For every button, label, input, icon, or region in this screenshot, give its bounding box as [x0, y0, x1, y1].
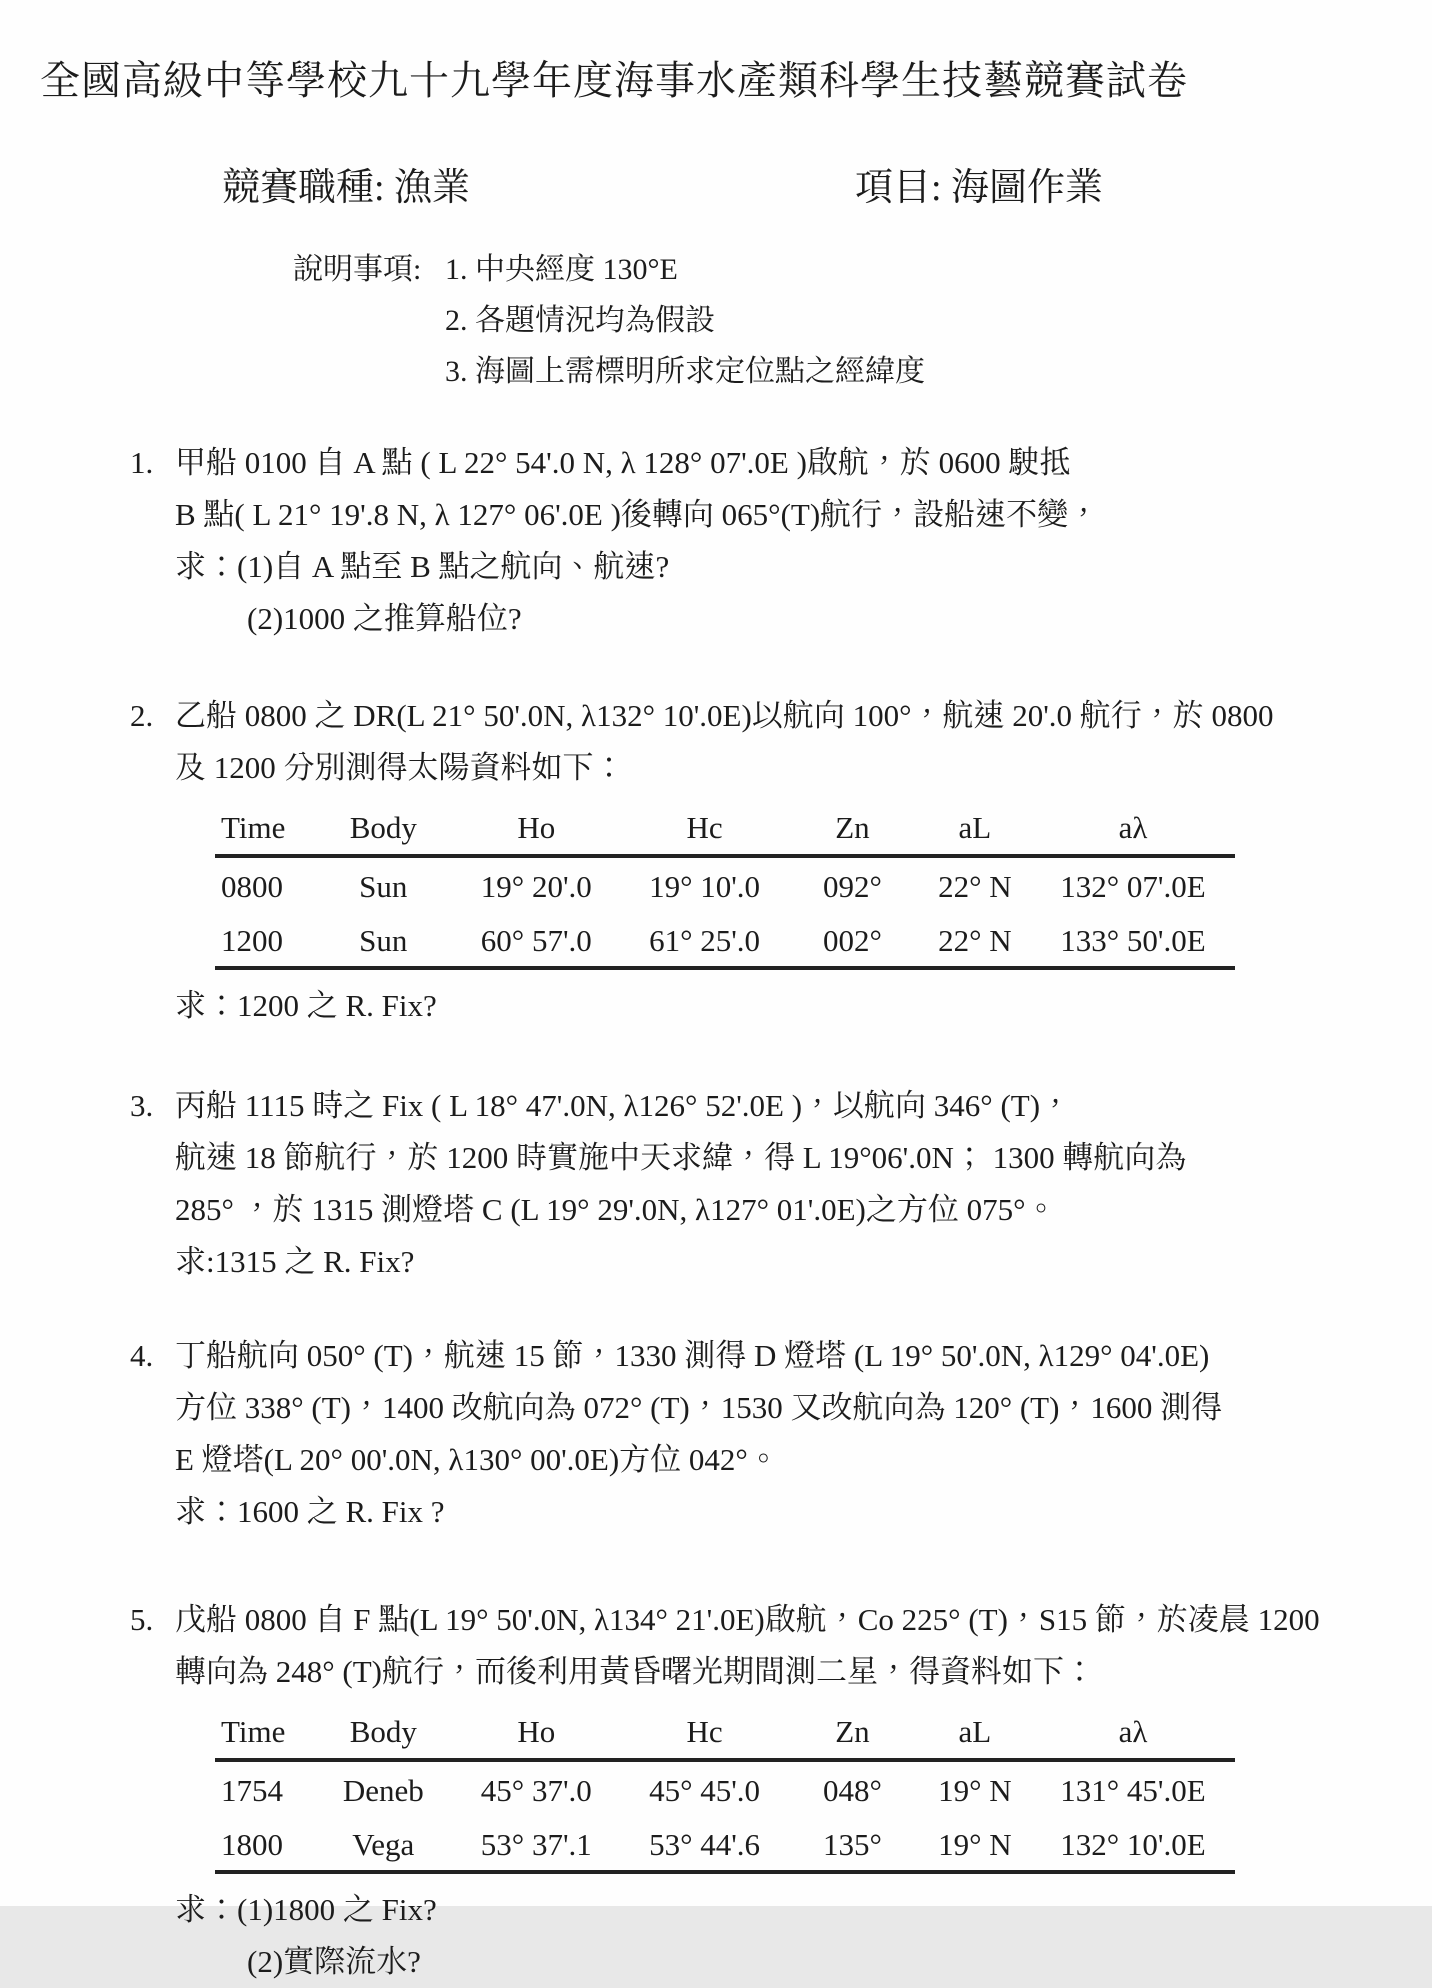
table-row [215, 912, 1235, 968]
table-header-cell: aλ [1031, 1712, 1235, 1760]
question-5-line-1 [0, 1594, 1432, 1646]
table-cell: 092° [823, 869, 882, 904]
table-row [215, 1760, 1235, 1816]
table-header-cell: Hc [623, 1712, 786, 1760]
question-5 [0, 1594, 1432, 1988]
question-5-ask-1: 求：(1)1800 之 Fix? [175, 1892, 437, 1927]
table-header-cell: Hc [623, 808, 786, 856]
table-header-cell: aλ [1031, 808, 1235, 856]
question-3-text: 丙船 1115 時之 Fix ( L 18° 47'.0N, λ126° 52'.0E )，以航向 346° (T)， [175, 1088, 1072, 1123]
table-row [215, 1816, 1235, 1872]
table-cell: 135° [786, 1816, 919, 1872]
table-cell: Deneb [342, 1773, 424, 1808]
instruction-item-1: 1. 中央經度 130°E [445, 253, 678, 286]
star-sight-table [215, 1712, 1235, 1874]
table-cell: 19° N [919, 1816, 1031, 1872]
table-header-cell: Body [317, 1712, 450, 1760]
question-4 [0, 1330, 1432, 1538]
table-header-row [215, 808, 1235, 856]
table-cell: 048° [823, 1773, 882, 1808]
instructions-block [0, 244, 1432, 397]
table-header-cell: Time [215, 808, 317, 856]
question-2-ask-1: 求：1200 之 R. Fix? [175, 988, 437, 1023]
table-cell: 53° 44'.6 [623, 1816, 786, 1872]
question-4-line-3: E 燈塔(L 20° 00'.0N, λ130° 00'.0E)方位 042°。 [175, 1442, 779, 1477]
table-cell: 22° N [919, 912, 1031, 968]
instruction-item-3: 3. 海圖上需標明所求定位點之經緯度 [445, 355, 925, 388]
table-cell: 0800 [221, 869, 283, 904]
question-2-line-1 [0, 690, 1432, 742]
table-cell: 19° 20'.0 [480, 869, 592, 904]
table-cell: 1800 [215, 1816, 317, 1872]
competition-type-label: 競賽職種: 漁業 [222, 167, 471, 209]
table-cell: 53° 37'.1 [450, 1816, 623, 1872]
table-cell: 131° 45'.0E [1060, 1773, 1206, 1808]
question-5-number: 5. [130, 1602, 154, 1637]
question-1-ask-1: 求：(1)自 A 點至 B 點之航向、航速? [175, 549, 670, 584]
instruction-item-2: 2. 各題情況均為假設 [445, 304, 715, 337]
question-3-line-2: 航速 18 節航行，於 1200 時實施中天求緯，得 L 19°06'.0N； 1300 轉航向為 [175, 1140, 1187, 1175]
table-header-cell: aL [919, 808, 1031, 856]
table-header-cell: Zn [786, 808, 919, 856]
question-3-ask-1: 求:1315 之 R. Fix? [175, 1244, 415, 1279]
table-cell: 61° 25'.0 [623, 912, 786, 968]
table-cell: 19° N [938, 1773, 1012, 1808]
table-cell: Sun [359, 869, 408, 904]
page-title: 全國高級中等學校九十九學年度海事水產類科學生技藝競賽試卷 [40, 58, 1188, 103]
table-header-cell: Ho [450, 1712, 623, 1760]
table-cell: 60° 57'.0 [450, 912, 623, 968]
question-1 [0, 437, 1432, 645]
question-1-text: 甲船 0100 自 A 點 ( L 22° 54'.0 N, λ 128° 07'.0E )啟航，於 0600 駛抵 [175, 445, 1071, 480]
question-4-number: 4. [130, 1338, 154, 1373]
question-5-text: 戊船 0800 自 F 點(L 19° 50'.0N, λ134° 21'.0E)啟航，Co 225° (T)，S15 節，於凌晨 1200 [175, 1602, 1320, 1637]
question-1-line-1 [0, 437, 1432, 489]
question-3-line-1 [0, 1080, 1432, 1132]
question-4-line-2: 方位 338° (T)，1400 改航向為 072° (T)，1530 又改航向為 120° (T)，1600 測得 [175, 1390, 1223, 1425]
table-cell: 19° 10'.0 [649, 869, 761, 904]
question-1-line-2: B 點( L 21° 19'.8 N, λ 127° 06'.0E )後轉向 065°(T)航行，設船速不變， [175, 497, 1100, 532]
table-header-cell: Body [317, 808, 450, 856]
question-2-number: 2. [130, 698, 154, 733]
table-cell: 002° [786, 912, 919, 968]
sun-sight-table [215, 808, 1235, 970]
question-2 [0, 690, 1432, 1032]
table-cell: 45° 37'.0 [480, 1773, 592, 1808]
meta-row [0, 156, 1432, 209]
table-header-cell: Ho [450, 808, 623, 856]
question-4-text: 丁船航向 050° (T)，航速 15 節，1330 測得 D 燈塔 (L 19° 50'.0N, λ129° 04'.0E) [175, 1338, 1210, 1373]
table-cell: Sun [317, 912, 450, 968]
question-2-text: 乙船 0800 之 DR(L 21° 50'.0N, λ132° 10'.0E)以航向 100°，航速 20'.0 航行，於 0800 [175, 698, 1274, 733]
question-5-line-2: 轉向為 248° (T)航行，而後利用黃昏曙光期間測二星，得資料如下： [175, 1654, 1095, 1689]
table-cell: 132° 10'.0E [1031, 1816, 1235, 1872]
table-row [215, 856, 1235, 912]
table-cell: 133° 50'.0E [1031, 912, 1235, 968]
table-cell: 132° 07'.0E [1060, 869, 1206, 904]
table-cell: 1754 [221, 1773, 283, 1808]
table-cell: 45° 45'.0 [649, 1773, 761, 1808]
question-4-ask-1: 求：1600 之 R. Fix ? [175, 1494, 445, 1529]
table-cell: 1200 [215, 912, 317, 968]
question-2-line-2: 及 1200 分別測得太陽資料如下： [175, 750, 625, 785]
question-3-number: 3. [130, 1088, 154, 1123]
question-1-ask-2: (2)1000 之推算船位? [247, 601, 522, 636]
table-cell: Vega [317, 1816, 450, 1872]
table-header-cell: Zn [786, 1712, 919, 1760]
question-3-line-3: 285° ，於 1315 測燈塔 C (L 19° 29'.0N, λ127° 01'.0E)之方位 075°。 [175, 1192, 1057, 1227]
question-1-number: 1. [130, 445, 154, 480]
table-header-cell: aL [919, 1712, 1031, 1760]
question-4-line-1 [0, 1330, 1432, 1382]
subject-label: 項目: 海圖作業 [855, 167, 1104, 209]
table-header-row [215, 1712, 1235, 1760]
question-3 [0, 1080, 1432, 1288]
table-cell: 22° N [938, 869, 1012, 904]
instructions-label: 說明事項: [293, 253, 422, 286]
question-5-ask-2: (2)實際流水? [247, 1944, 421, 1979]
table-header-cell: Time [215, 1712, 317, 1760]
